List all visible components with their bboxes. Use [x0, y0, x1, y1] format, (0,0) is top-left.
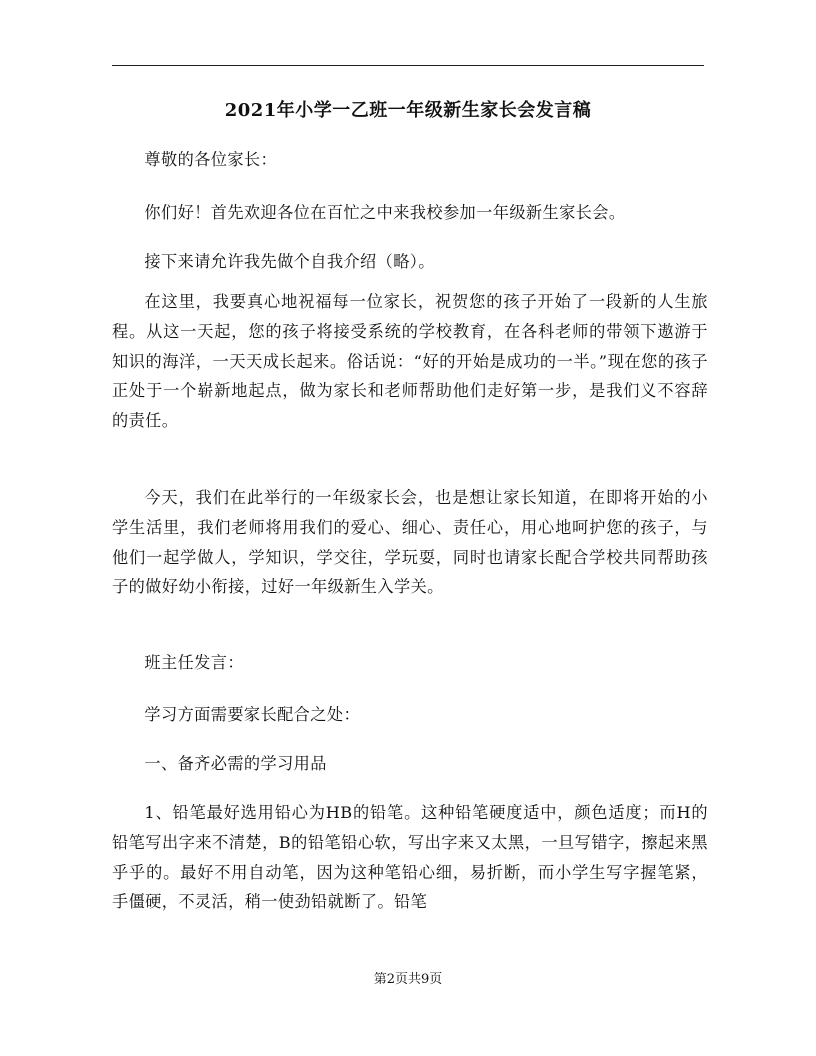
paragraph-self-intro: 接下来请允许我先做个自我介绍（略）。 [144, 252, 435, 271]
paragraph-study-cooperation: 学习方面需要家长配合之处： [144, 705, 361, 724]
paragraph-pencil-advice: 1、铅笔最好选用铅心为HB的铅笔。这种铅笔硬度适中，颜色适度；而H的铅笔写出字来不清楚，B的铅笔铅心软，写出字来又太黑，一旦写错字，擦起来黑乎乎的。最好不用自动笔，因为这种笔铅心细，易折断，而小学生写字握笔紧，手僵硬，不灵活，稍一使劲铅就断了。铅笔 [112, 803, 708, 912]
paragraph-greeting: 你们好！首先欢迎各位在百忙之中来我校参加一年级新生家长会。 [144, 203, 626, 222]
paragraph-head-teacher: 班主任发言： [144, 653, 244, 672]
document-title: 2021年小学一乙班一年级新生家长会发言稿 [224, 100, 592, 121]
paragraph-salutation: 尊敬的各位家长： [144, 150, 278, 169]
page-number: 第2页共9页 [373, 972, 443, 987]
paragraph-section-heading: 一、备齐必需的学习用品 [144, 754, 327, 773]
paragraph-blessing: 在这里，我要真心地祝福每一位家长，祝贺您的孩子开始了一段新的人生旅程。从这一天起，您的孩子将接受系统的学校教育，在各科老师的带领下遨游于知识的海洋，一天天成长起来。俗话说：“好的开始是成功的一半。”现在您的孩子正处于一个崭新地起点，做为家长和老师帮助他们走好第一步，是我们义不容辞的责任。 [112, 292, 708, 431]
paragraph-meeting-purpose: 今天，我们在此举行的一年级家长会，也是想让家长知道，在即将开始的小学生活里，我们老师将用我们的爱心、细心、责任心，用心地呵护您的孩子，与他们一起学做人，学知识，学交往，学玩耍，同时也请家长配合学校共同帮助孩子的做好幼小衔接，过好一年级新生入学关。 [112, 488, 708, 597]
header-rule [112, 65, 704, 66]
